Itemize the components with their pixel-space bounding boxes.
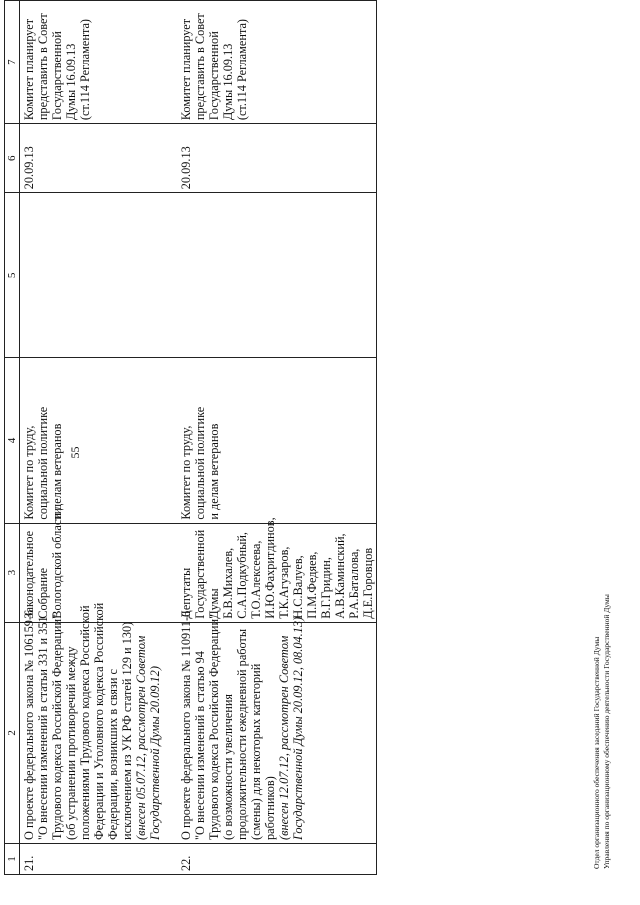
- plan-line: Государственной: [207, 31, 221, 121]
- bill-title-line: (о возможности увеличения: [221, 693, 235, 840]
- bill-note-line: Государственной Думы 20.09.12): [148, 666, 162, 840]
- plan-line: Государственной: [50, 31, 64, 121]
- header-col-3: 3: [5, 523, 20, 622]
- committee-line: социальной политике: [36, 406, 50, 520]
- bill-description: [175, 610, 377, 843]
- row-number: 22.: [175, 843, 377, 874]
- bill-title-line: (смены) для некоторых категорий: [249, 663, 263, 840]
- bill-title-line: работников): [263, 776, 277, 840]
- header-col-6: 6: [5, 124, 20, 193]
- committee: [20, 358, 176, 523]
- header-row: [5, 1, 20, 875]
- committee-line: и делам ветеранов: [50, 423, 64, 520]
- footer-line: Управления по организационному обеспечению деятельности Государственной Думы: [602, 594, 611, 869]
- committee-plan: [175, 1, 377, 124]
- bill-note-line: (внесен 12.07.12, рассмотрен Советом: [277, 635, 291, 840]
- author-line: Б.В.Михалев,: [221, 547, 235, 619]
- bill-title-line: О проекте федерального закона № 110911-6: [179, 610, 193, 840]
- bill-description: [20, 602, 176, 843]
- author-line: В.Г.Гридин,: [319, 557, 333, 619]
- bill-title-line: продолжительности ежедневной работы: [235, 628, 249, 840]
- page-number: 55: [68, 446, 82, 459]
- bill-note-line: Государственной Думы 20.09.12, 08.04.13): [291, 616, 305, 840]
- bill-title-line: положениями Трудового кодекса Российской: [78, 605, 92, 840]
- plan-line: Думы 16.09.13: [221, 43, 235, 121]
- author-line: Собрание: [36, 567, 50, 619]
- bill-note-line: (внесен 05.07.12, рассмотрен Советом: [134, 635, 148, 840]
- author-line: П.М.Федяев,: [305, 551, 319, 619]
- bill-title-line: Федерации, возникших в связи с: [106, 669, 120, 840]
- deadline-date: 20.09.13: [20, 124, 176, 193]
- header-col-4: 4: [5, 358, 20, 523]
- bill-title-line: Трудового кодекса Российской Федерации": [207, 613, 221, 840]
- header-col-7: 7: [5, 1, 20, 124]
- bill-title-line: Трудового кодекса Российской Федерации": [50, 613, 64, 840]
- bill-title-line: "О внесении изменений в статью 94: [193, 651, 207, 840]
- header-col-5: 5: [5, 193, 20, 358]
- plan-line: (ст.114 Регламента): [78, 18, 92, 121]
- bill-title-line: Федерации и Уголовного кодекса Российской: [92, 602, 106, 840]
- author-line: Т.К.Агузаров,: [277, 546, 291, 619]
- author-line: Думы: [207, 588, 221, 619]
- deadline-date: 20.09.13: [175, 124, 377, 193]
- column-5-cell: [20, 193, 176, 358]
- author-line: Н.С.Валуев,: [291, 555, 305, 619]
- plan-line: представить в Совет: [193, 13, 207, 121]
- row-number: 21.: [20, 843, 176, 874]
- committee-line: социальной политике: [193, 406, 207, 520]
- author-line: Депутаты: [179, 567, 193, 619]
- bill-title-line: исключением из УК РФ статей 129 и 130): [120, 621, 134, 840]
- bill-title-line: (об устранении противоречий между: [64, 646, 78, 840]
- author-line: Д.Е.Горовцов: [361, 547, 375, 619]
- committee-plan: [20, 1, 176, 124]
- author-line: Р.А.Баталова,: [347, 548, 361, 619]
- committee-line: Комитет по труду,: [22, 425, 36, 520]
- plan-line: Комитет планирует: [22, 18, 36, 121]
- committee-line: и делам ветеранов: [207, 423, 221, 520]
- author-line: И.Ю.Фахритдинов,: [263, 517, 277, 619]
- committee-line: Комитет по труду,: [179, 425, 193, 520]
- author-line: Законодательное: [22, 530, 36, 619]
- plan-line: (ст.114 Регламента): [235, 18, 249, 121]
- committee: [175, 358, 377, 523]
- header-col-2: 2: [5, 622, 20, 843]
- plan-line: Комитет планирует: [179, 18, 193, 121]
- author-line: Государственной: [193, 529, 207, 619]
- bill-title-line: О проекте федерального закона № 106159-6: [22, 609, 36, 840]
- author-line: С.А.Подкубный,: [235, 532, 249, 619]
- agenda-table: [4, 0, 377, 875]
- bill-title-line: "О внесении изменений в статьи 331 и 351: [36, 616, 50, 840]
- footer-line: Отдел организационного обеспечения заседаний Государственной Думы: [592, 636, 601, 869]
- table-row: [20, 1, 176, 875]
- author-line: Т.О.Алексеева,: [249, 540, 263, 619]
- header-col-1: 1: [5, 843, 20, 874]
- plan-line: представить в Совет: [36, 13, 50, 121]
- table-row: [175, 1, 377, 875]
- author-line: Вологодской области: [50, 507, 64, 619]
- bill-author: [175, 517, 377, 622]
- author-line: А.В.Каминский,: [333, 533, 347, 619]
- plan-line: Думы 16.09.13: [64, 43, 78, 121]
- footer-department: [592, 594, 612, 869]
- column-5-cell: [175, 193, 377, 358]
